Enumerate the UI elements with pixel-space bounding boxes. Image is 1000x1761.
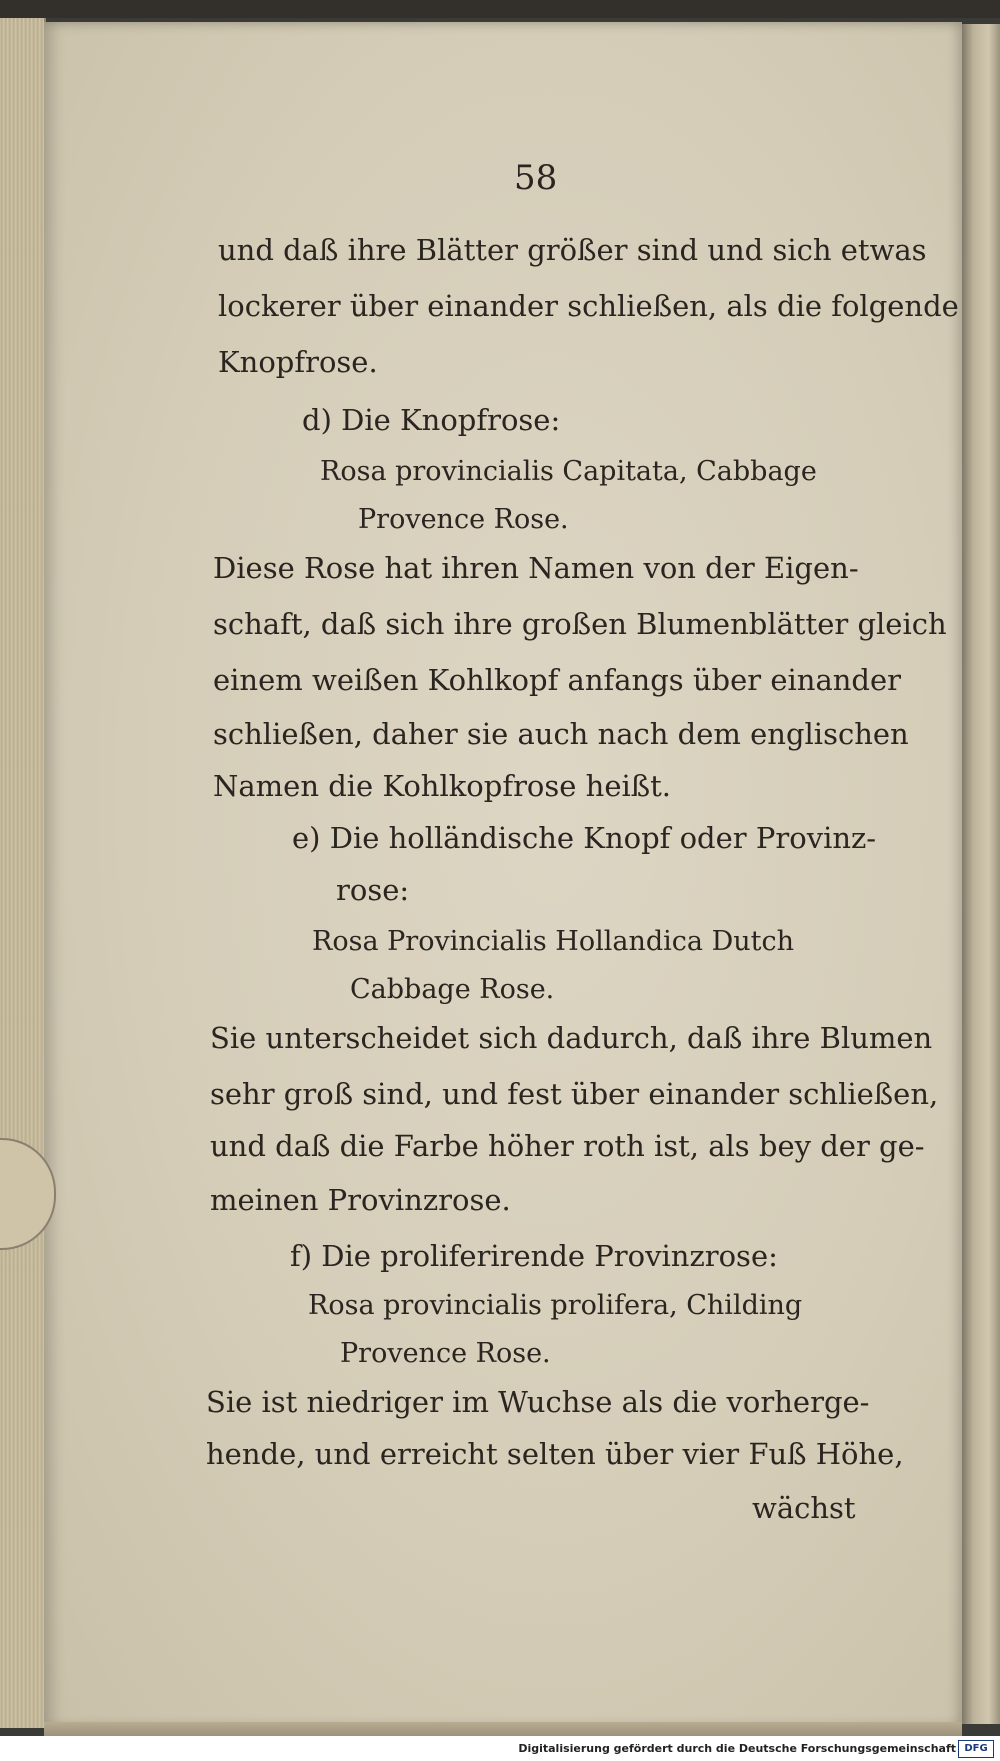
book-page-edge-bottom: [44, 1722, 962, 1736]
text-line-17: sehr groß sind, und fest über einander schließen,: [210, 1077, 939, 1111]
latin-name-d: Rosa provincialis Capitata, Cabbage: [320, 456, 817, 487]
scan-background-top: [0, 0, 1000, 18]
book-page-edges-left: [0, 18, 46, 1728]
text-line-16: Sie unterscheidet sich dadurch, daß ihre Blumen: [210, 1021, 933, 1055]
text-line-9: einem weißen Kohlkopf anfangs über einander: [213, 663, 902, 697]
text-line-18: und daß die Farbe höher roth ist, als bey der ge-: [210, 1129, 925, 1163]
latin-name-e: Rosa Provincialis Hollandica Dutch: [312, 926, 794, 957]
text-line-23: Sie ist niedriger im Wuchse als die vorherge-: [206, 1385, 870, 1419]
latin-name-d-continued: Provence Rose.: [358, 504, 569, 535]
catchword: wächst: [752, 1491, 856, 1525]
page-number: 58: [514, 158, 558, 198]
text-line-24: hende, und erreicht selten über vier Fuß Höhe,: [206, 1437, 904, 1471]
section-heading-e-continued: rose:: [336, 873, 410, 907]
book-page-edges-right: [962, 24, 1000, 1724]
book-page: [44, 22, 962, 1728]
dfg-logo: DFG: [958, 1740, 994, 1758]
text-line-7: Diese Rose hat ihren Namen von der Eigen-: [213, 551, 859, 585]
section-heading-e: e) Die holländische Knopf oder Provinz-: [292, 821, 877, 855]
latin-name-e-continued: Cabbage Rose.: [350, 974, 555, 1005]
text-line-3: Knopfrose.: [218, 345, 378, 379]
footer-bar: [0, 1736, 1000, 1761]
text-line-10: schließen, daher sie auch nach dem englischen: [213, 717, 909, 751]
latin-name-f-continued: Provence Rose.: [340, 1338, 551, 1369]
digitization-credit: Digitalisierung gefördert durch die Deutsche Forschungsgemeinschaft: [518, 1742, 956, 1755]
text-line-1: und daß ihre Blätter größer sind und sich etwas: [218, 233, 927, 267]
section-heading-f: f) Die proliferirende Provinzrose:: [290, 1239, 778, 1273]
text-line-11: Namen die Kohlkopfrose heißt.: [213, 769, 672, 803]
text-line-2: lockerer über einander schließen, als die folgende: [218, 289, 959, 323]
section-heading-d: d) Die Knopfrose:: [302, 403, 561, 437]
latin-name-f: Rosa provincialis prolifera, Childing: [308, 1290, 803, 1321]
text-line-19: meinen Provinzrose.: [210, 1183, 511, 1217]
text-line-8: schaft, daß sich ihre großen Blumenblätter gleich: [213, 607, 947, 641]
